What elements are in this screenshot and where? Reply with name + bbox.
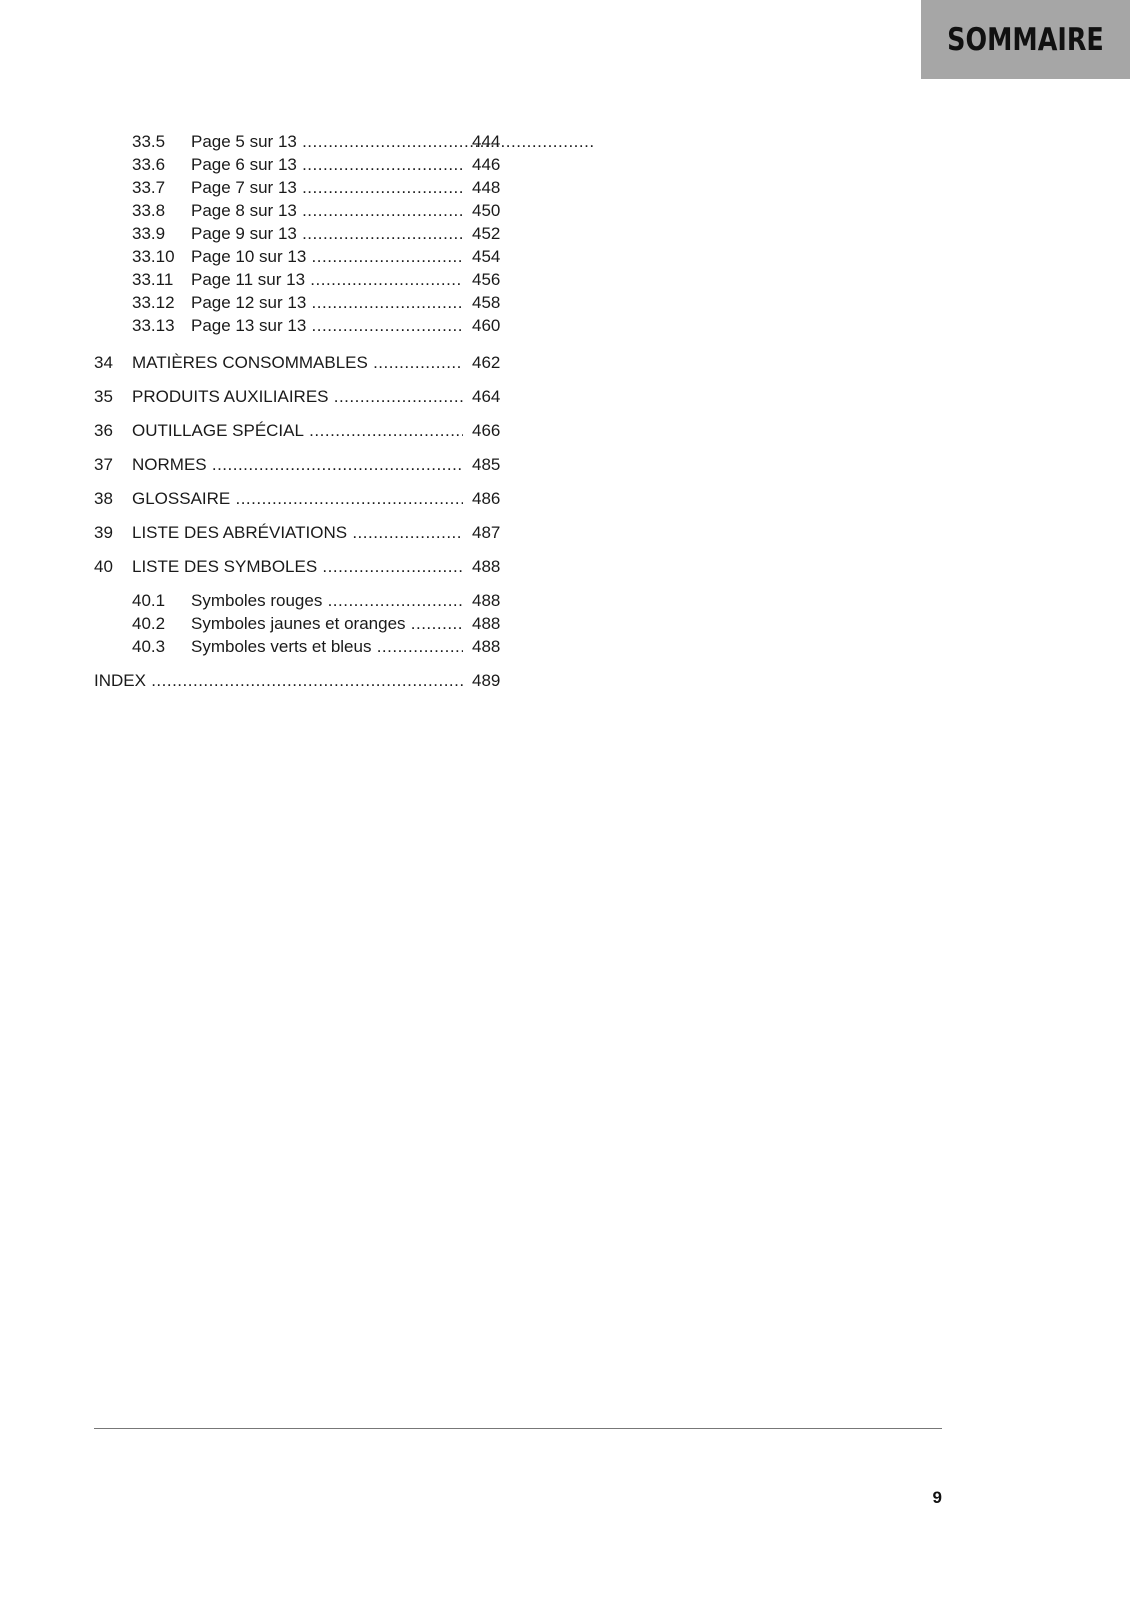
toc-entry-number: 39 (94, 523, 113, 542)
toc-entry-title: Page 9 sur 13 ..... (191, 223, 463, 245)
toc-entry-page: 450 (472, 201, 501, 220)
toc-entry-title: LISTE DES ABRÉVIATIONS ..... (132, 522, 463, 544)
toc-entry-page: 454 (472, 247, 501, 266)
toc-subentry[interactable] (132, 246, 512, 268)
toc-entry-number: 35 (94, 387, 113, 406)
toc-subentry[interactable] (132, 269, 512, 291)
toc-entry-title: PRODUITS AUXILIAIRES ..... (132, 386, 463, 408)
toc-entry-number: 33.9 (132, 224, 166, 243)
toc-chapter[interactable] (94, 556, 512, 578)
toc-entry-number: 40.3 (132, 637, 166, 656)
toc-subentry[interactable] (132, 131, 512, 153)
footer-divider (94, 1428, 942, 1429)
toc-entry-page: 487 (472, 523, 501, 542)
toc-entry-title: NORMES ..... (132, 454, 463, 476)
toc-entry-page: 460 (472, 316, 501, 335)
toc-entry-page: 488 (472, 614, 501, 633)
toc-subentry[interactable] (132, 200, 512, 222)
toc-chapter[interactable] (94, 420, 512, 442)
toc-subentry[interactable] (132, 636, 512, 658)
section-title: SOMMAIRE (947, 21, 1104, 58)
toc-entry-page: 486 (472, 489, 501, 508)
toc-entry-number: 33.5 (132, 132, 166, 151)
toc-subentry[interactable] (132, 154, 512, 176)
toc-entry-number: 33.10 (132, 247, 175, 266)
toc-subentry[interactable] (132, 177, 512, 199)
toc-entry-page: 462 (472, 353, 501, 372)
toc-entry-page: 456 (472, 270, 501, 289)
toc-entry-page: 488 (472, 557, 501, 576)
toc-entry-title: Page 7 sur 13 ..... (191, 177, 463, 199)
toc-entry-title: Symboles jaunes et oranges ..... (191, 613, 463, 635)
toc-entry-title: Symboles rouges ..... (191, 590, 463, 612)
toc-entry-page: 458 (472, 293, 501, 312)
toc-entry-title: LISTE DES SYMBOLES ..... (132, 556, 463, 578)
toc-index-entry[interactable] (94, 670, 512, 692)
toc-entry-title: Symboles verts et bleus ..... (191, 636, 463, 658)
toc-entry-number: 33.11 (132, 270, 174, 289)
toc-entry-title: OUTILLAGE SPÉCIAL ..... (132, 420, 463, 442)
toc-entry-page: 452 (472, 224, 501, 243)
toc-entry-page: 488 (472, 591, 501, 610)
page-number: 9 (932, 1488, 942, 1507)
toc-entry-page: 489 (472, 671, 501, 690)
toc-entry-page: 444 (472, 132, 501, 151)
toc-chapter[interactable] (94, 352, 512, 374)
toc-entry-title: INDEX ..... (94, 670, 463, 692)
toc-entry-title: Page 6 sur 13 ..... (191, 154, 463, 176)
toc-entry-number: 34 (94, 353, 113, 372)
toc-chapter[interactable] (94, 386, 512, 408)
toc-entry-page: 464 (472, 387, 501, 406)
toc-entry-title: Page 5 sur 13 ..... (191, 131, 594, 153)
toc-entry-number: 37 (94, 455, 113, 474)
toc-entry-number: 38 (94, 489, 113, 508)
toc-entry-page: 448 (472, 178, 501, 197)
toc-entry-number: 40.2 (132, 614, 166, 633)
toc-entry-number: 33.8 (132, 201, 166, 220)
toc-entry-title: Page 8 sur 13 ..... (191, 200, 463, 222)
toc-chapter[interactable] (94, 488, 512, 510)
toc-subentry[interactable] (132, 292, 512, 314)
toc-subentry[interactable] (132, 223, 512, 245)
toc-entry-page: 466 (472, 421, 501, 440)
toc-entry-number: 33.7 (132, 178, 166, 197)
toc-entry-number: 36 (94, 421, 113, 440)
toc-subentry[interactable] (132, 315, 512, 337)
toc-subentry[interactable] (132, 590, 512, 612)
toc-entry-number: 33.6 (132, 155, 166, 174)
toc-entry-number: 40.1 (132, 591, 166, 610)
toc-chapter[interactable] (94, 522, 512, 544)
toc-entry-title: MATIÈRES CONSOMMABLES ..... (132, 352, 463, 374)
toc-entry-page: 446 (472, 155, 501, 174)
toc-entry-title: Page 10 sur 13 ..... (191, 246, 463, 268)
toc-entry-title: Page 11 sur 13 ..... (191, 269, 463, 291)
toc-entry-title: Page 13 sur 13 ..... (191, 315, 463, 337)
toc-chapter[interactable] (94, 454, 512, 476)
toc-entry-number: 33.13 (132, 316, 175, 335)
toc-entry-number: 40 (94, 557, 113, 576)
toc-entry-number: 33.12 (132, 293, 175, 312)
toc-entry-title: GLOSSAIRE ..... (132, 488, 463, 510)
toc-entry-title: Page 12 sur 13 ..... (191, 292, 463, 314)
toc-subentry[interactable] (132, 613, 512, 635)
toc-entry-page: 485 (472, 455, 501, 474)
toc-entry-page: 488 (472, 637, 501, 656)
